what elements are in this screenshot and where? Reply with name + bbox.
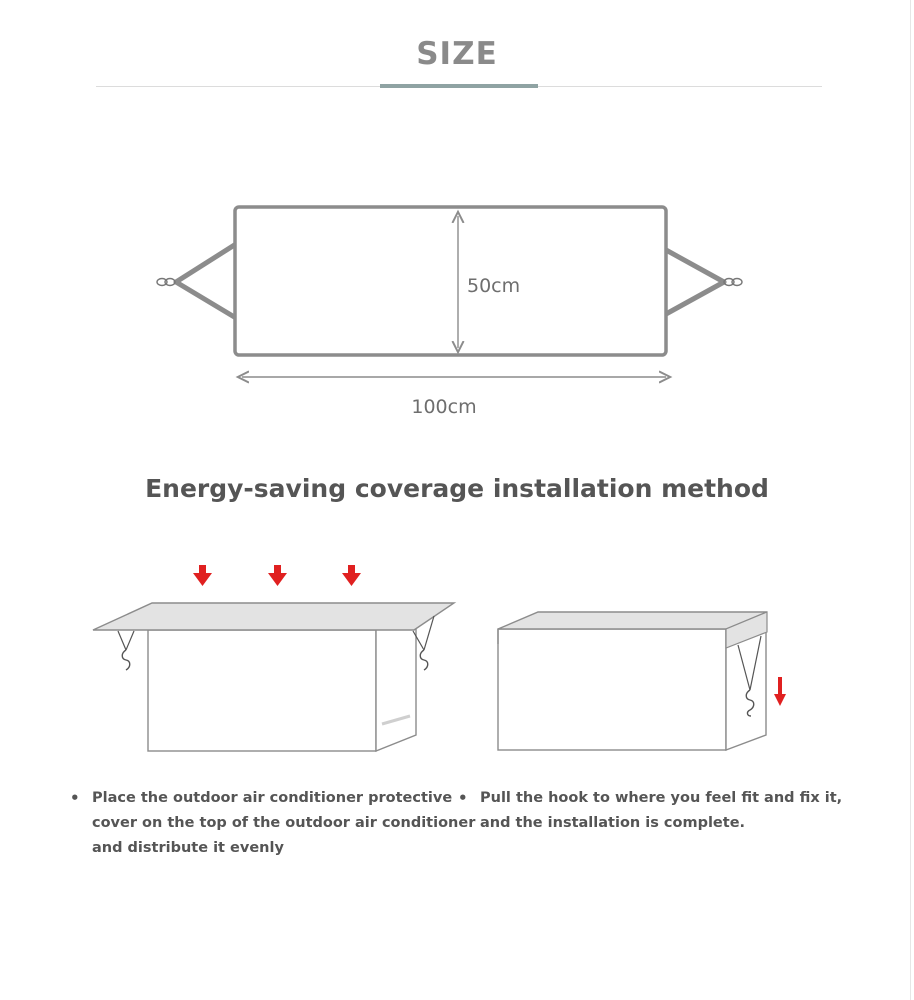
cover-size-diagram — [157, 207, 742, 418]
pull-down-arrow-icon — [774, 677, 786, 706]
step1-illustration — [93, 565, 454, 751]
step-1-line-3: and distribute it evenly — [92, 840, 284, 856]
installation-title: Energy-saving coverage installation method — [145, 474, 769, 503]
step-2-line-2: and the installation is complete. — [480, 815, 746, 831]
left-strap-hook-icon — [118, 631, 134, 670]
step-1-line-1: Place the outdoor air conditioner protective — [92, 790, 453, 806]
height-label: 50cm — [467, 275, 521, 297]
ac-unit-box — [148, 614, 416, 751]
bullet-icon: • — [70, 789, 80, 807]
size-title: SIZE — [416, 36, 498, 72]
step-2-line-1: Pull the hook to where you feel fit and fix it, — [480, 790, 843, 806]
right-hook-icon — [724, 279, 742, 286]
left-hook-icon — [157, 279, 175, 286]
bullet-icon: • — [458, 789, 468, 807]
left-strap — [157, 244, 236, 318]
step-1-instructions — [70, 786, 490, 861]
step-1-line-2: cover on the top of the outdoor air conditioner — [92, 815, 476, 831]
step-2-instructions — [458, 786, 898, 836]
right-strap — [666, 250, 742, 314]
cover-on-top — [93, 603, 454, 630]
fitted-cover-top — [498, 612, 767, 629]
press-down-arrow-icon — [342, 565, 361, 586]
width-label: 100cm — [411, 396, 477, 418]
press-down-arrow-icon — [193, 565, 212, 586]
cover-panel — [235, 207, 666, 355]
press-down-arrow-icon — [268, 565, 287, 586]
step2-illustration — [498, 612, 786, 750]
